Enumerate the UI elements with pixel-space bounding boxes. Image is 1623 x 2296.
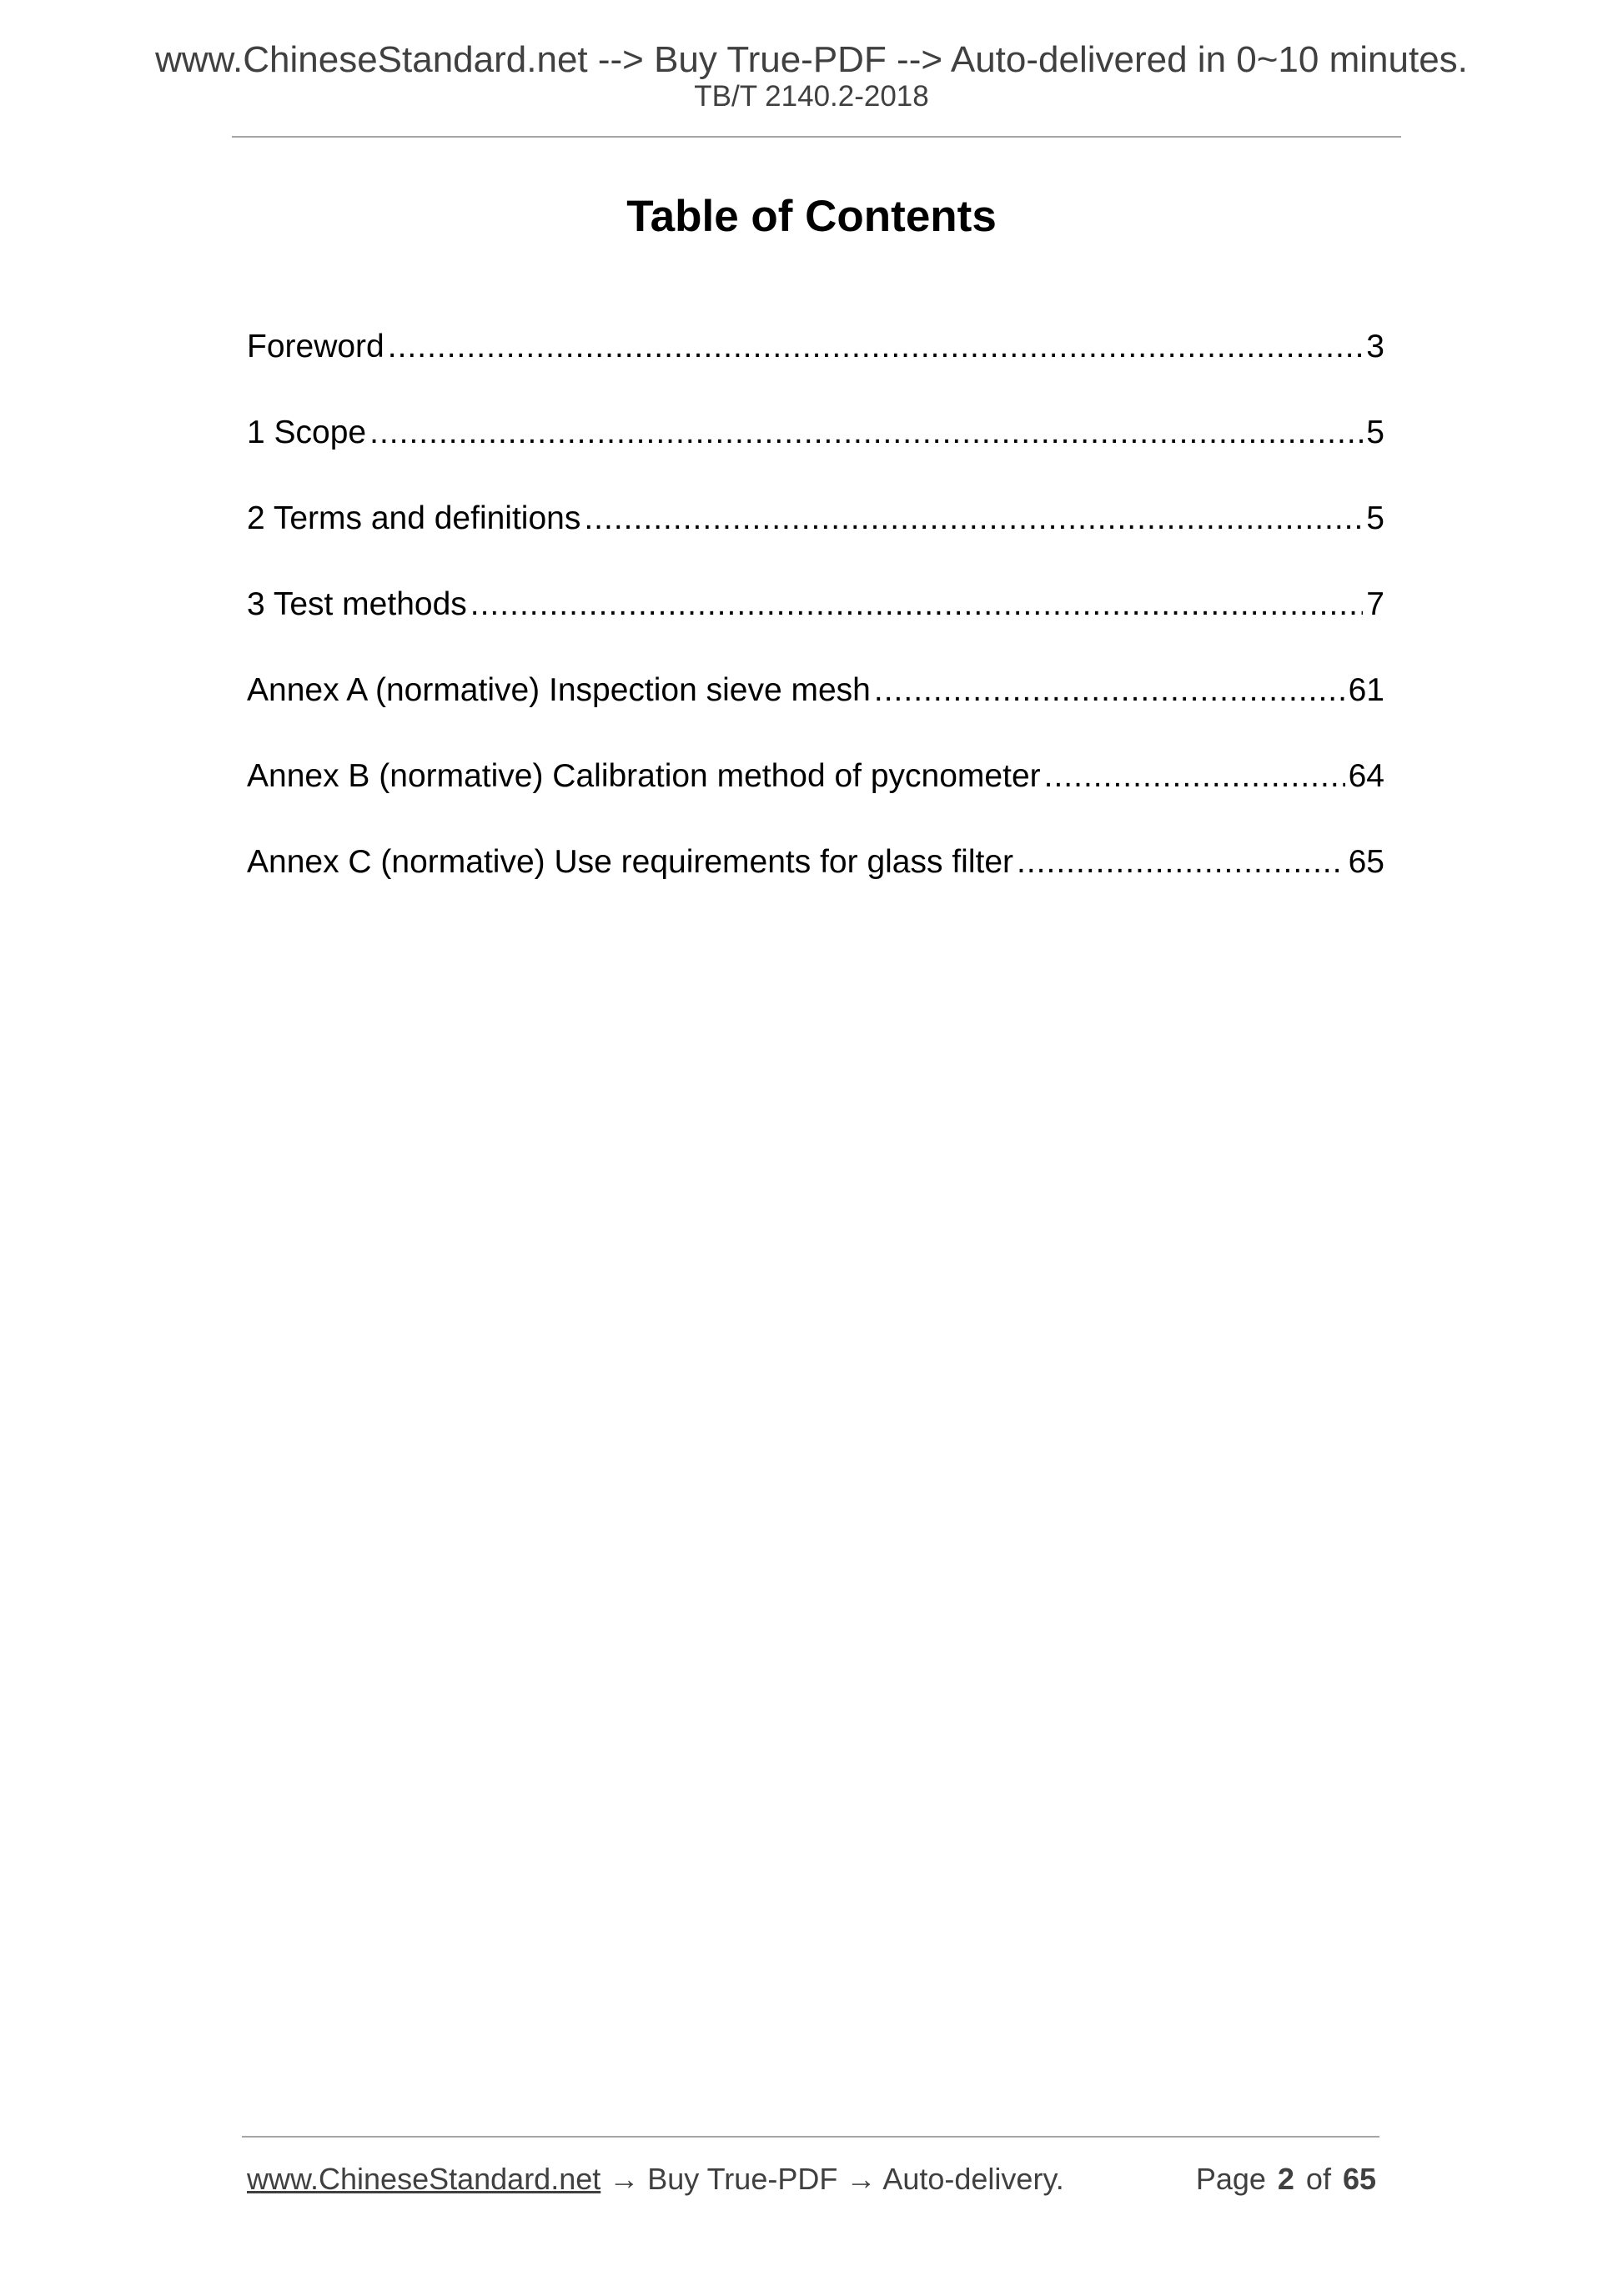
document-number: TB/T 2140.2-2018 <box>694 80 929 113</box>
footer-tagline: → Buy True-PDF → Auto-delivery. <box>609 2162 1064 2196</box>
toc-entry-foreword[interactable] <box>247 322 1384 408</box>
footer-site-link[interactable]: www.ChineseStandard.net <box>247 2162 601 2196</box>
dot-leader <box>1044 751 1345 801</box>
toc-entry-label: Foreword <box>247 329 384 364</box>
toc-entry-page: 5 <box>1366 414 1384 450</box>
dot-leader <box>1017 837 1345 887</box>
dot-leader <box>388 322 1364 372</box>
current-page: 2 <box>1277 2162 1294 2196</box>
toc-entry-page: 3 <box>1366 329 1384 364</box>
toc-entry-test-methods[interactable] <box>247 580 1384 666</box>
header-divider <box>232 136 1401 138</box>
toc-entry-page: 65 <box>1348 844 1384 880</box>
toc-entry-annex-b[interactable] <box>247 751 1384 837</box>
footer-divider <box>242 2136 1379 2138</box>
toc-entry-terms[interactable] <box>247 494 1384 580</box>
toc-entry-scope[interactable] <box>247 408 1384 494</box>
toc-entry-page: 64 <box>1348 758 1384 794</box>
dot-leader <box>874 666 1345 716</box>
dot-leader <box>584 494 1363 544</box>
dot-leader <box>470 580 1364 630</box>
total-pages: 65 <box>1342 2162 1376 2196</box>
toc-entry-label: 2 Terms and definitions <box>247 500 581 536</box>
toc-entry-annex-a[interactable] <box>247 666 1384 751</box>
table-of-contents <box>247 322 1384 923</box>
toc-entry-annex-c[interactable] <box>247 837 1384 923</box>
toc-entry-label: Annex B (normative) Calibration method of pycnometer <box>247 758 1041 794</box>
toc-entry-page: 61 <box>1348 672 1384 708</box>
page-counter <box>1196 2158 1376 2200</box>
toc-entry-label: Annex A (normative) Inspection sieve mesh <box>247 672 871 708</box>
toc-entry-label: Annex C (normative) Use requirements for glass filter <box>247 844 1013 880</box>
toc-title: Table of Contents <box>626 192 997 241</box>
page-of-label: of <box>1305 2162 1331 2196</box>
toc-entry-label: 1 Scope <box>247 414 367 450</box>
toc-entry-page: 7 <box>1366 586 1384 622</box>
toc-entry-page: 5 <box>1366 500 1384 536</box>
footer-promo <box>247 2158 1064 2200</box>
toc-entry-label: 3 Test methods <box>247 586 467 622</box>
page-footer <box>247 2158 1376 2200</box>
header-banner: www.ChineseStandard.net --> Buy True-PDF --> Auto-delivered in 0~10 minutes. <box>155 39 1468 80</box>
page-label: Page <box>1195 2162 1266 2196</box>
dot-leader <box>369 408 1363 458</box>
